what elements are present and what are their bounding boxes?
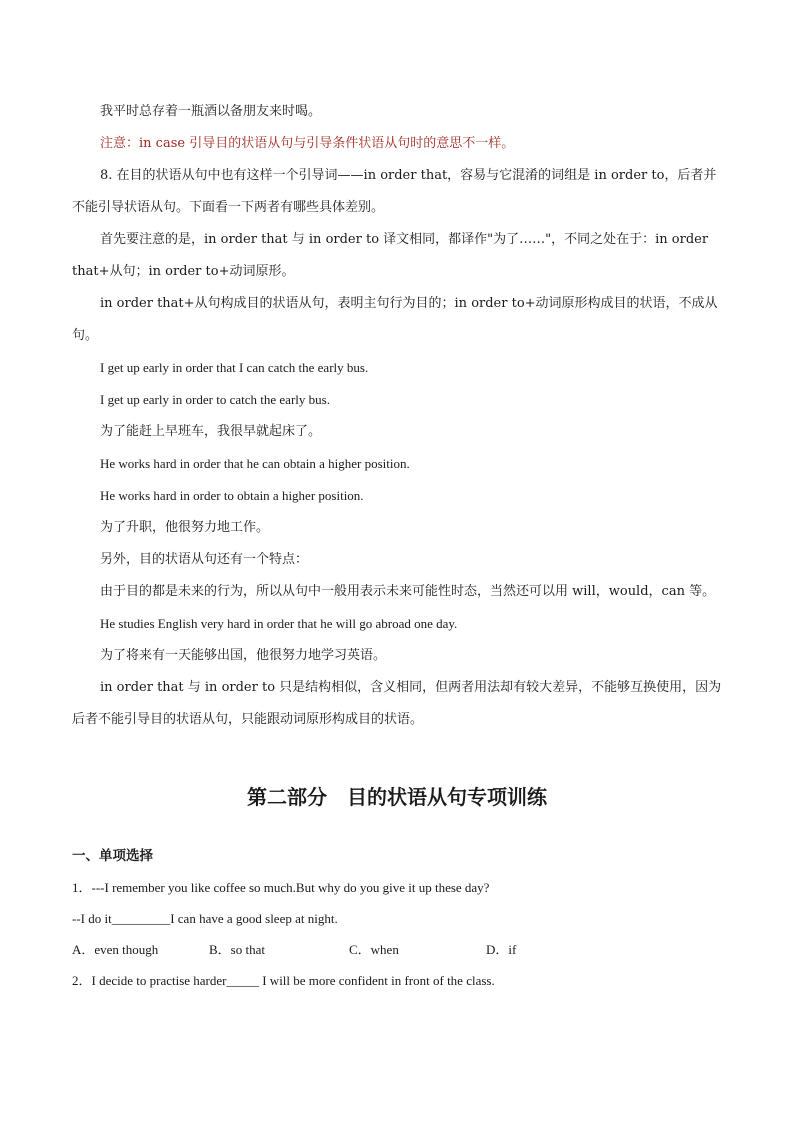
translation: 为了升职，他很努力地工作。 xyxy=(100,520,270,535)
option-d[interactable]: D．if xyxy=(486,942,517,957)
example-sentence: I get up early in order that I can catch the early bus. xyxy=(100,360,369,375)
option-a[interactable]: A．even though xyxy=(72,942,159,957)
option-c[interactable]: C．when xyxy=(349,942,399,957)
document-page xyxy=(72,96,722,996)
example-sentence: He works hard in order that he can obtain a higher position. xyxy=(100,456,410,471)
example-sentence: He studies English very hard in order that he will go abroad one day. xyxy=(100,616,458,631)
section-title: 一、单项选择 xyxy=(72,848,153,864)
part-title: 第二部分 目的状语从句专项训练 xyxy=(247,785,547,809)
paragraph: 另外，目的状语从句还有一个特点： xyxy=(100,552,309,567)
paragraph: 由于目的都是未来的行为，所以从句中一般用表示未来可能性时态，当然还可以用 will，would，can 等。 xyxy=(100,584,716,599)
question-1-stem: 1．---I remember you like coffee so much.But why do you give it up these day? xyxy=(72,880,490,895)
example-sentence: I get up early in order to catch the early bus. xyxy=(100,392,330,407)
translation: 为了将来有一天能够出国，他很努力地学习英语。 xyxy=(100,648,387,663)
translation: 为了能赶上早班车，我很早就起床了。 xyxy=(100,424,322,439)
paragraph: in order that+从句构成目的状语从句，表明主句行为目的；in order to+动词原形构成目的状语，不成从句。 xyxy=(72,296,718,343)
example-sentence: He works hard in order to obtain a higher position. xyxy=(100,488,364,503)
paragraph: 8. 在目的状语从句中也有这样一个引导词——in order that，容易与它混淆的词组是 in order to，后者并不能引导状语从句。下面看一下两者有哪些具体差别。 xyxy=(72,168,717,215)
note-paragraph: 注意：in case 引导目的状语从句与引导条件状语从句时的意思不一样。 xyxy=(100,136,515,151)
question-2-stem: 2．I decide to practise harder_____ I will be more confident in front of the class. xyxy=(72,973,495,988)
paragraph: 我平时总存着一瓶酒以备朋友来时喝。 xyxy=(100,104,322,119)
option-b[interactable]: B．so that xyxy=(209,942,265,957)
paragraph: 首先要注意的是，in order that 与 in order to 译文相同，都译作"为了……"，不同之处在于：in order that+从句；in order to+动词原形。 xyxy=(72,232,709,279)
question-1-options xyxy=(72,934,722,965)
question-1-blank-line: --I do it_________I can have a good sleep at night. xyxy=(72,911,338,926)
paragraph: in order that 与 in order to 只是结构相似，含义相同，但两者用法却有较大差异，不能够互换使用，因为后者不能引导目的状语从句，只能跟动词原形构成目的状语。 xyxy=(72,680,722,727)
